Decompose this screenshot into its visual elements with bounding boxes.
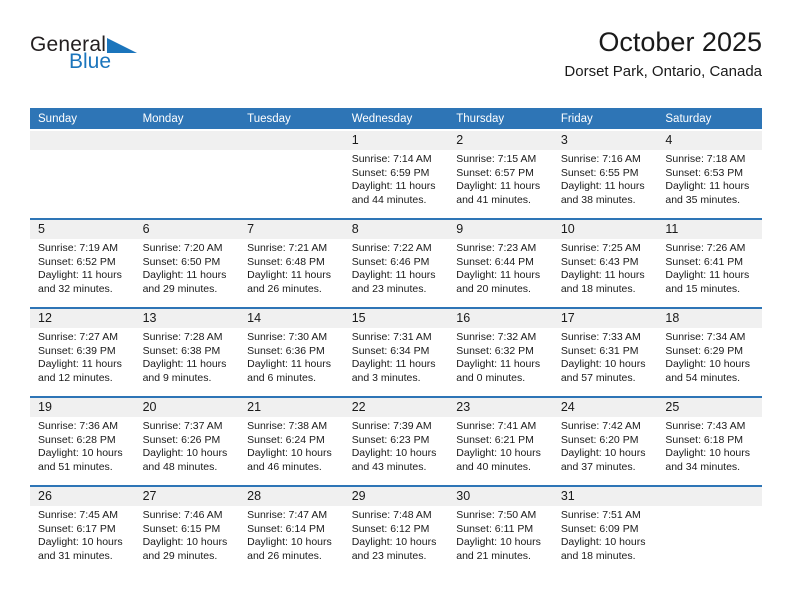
day-cell [553, 219, 658, 308]
sunrise-text: Sunrise: 7:46 AM [142, 509, 223, 521]
day-header-saturday: Saturday [657, 108, 762, 130]
day-cell [448, 308, 553, 397]
daylight-text: Daylight: 10 hours and 57 minutes. [560, 358, 646, 384]
sunset-text: Sunset: 6:38 PM [142, 344, 221, 357]
day-cell [239, 130, 344, 219]
day-number [135, 131, 240, 150]
week-row [30, 219, 762, 308]
sunset-text: Sunset: 6:44 PM [456, 255, 534, 268]
day-cell [135, 397, 240, 486]
day-number [30, 131, 135, 150]
sunrise-text: Sunrise: 7:43 AM [665, 420, 746, 432]
day-details [657, 239, 762, 296]
day-number: 1 [344, 131, 449, 150]
page-header [30, 26, 762, 98]
sunset-text: Sunset: 6:15 PM [142, 522, 221, 535]
day-number: 24 [553, 398, 658, 417]
day-details [135, 506, 240, 563]
sunrise-text: Sunrise: 7:15 AM [456, 153, 537, 165]
day-number: 17 [553, 309, 658, 328]
day-cell [30, 130, 135, 219]
daylight-text: Daylight: 11 hours and 3 minutes. [351, 358, 436, 384]
day-details [30, 239, 135, 296]
sunrise-text: Sunrise: 7:32 AM [456, 331, 537, 343]
sunrise-text: Sunrise: 7:45 AM [38, 509, 118, 521]
day-header-monday: Monday [135, 108, 240, 130]
day-number: 20 [135, 398, 240, 417]
daylight-text: Daylight: 11 hours and 44 minutes. [351, 180, 436, 206]
day-cell [344, 130, 449, 219]
day-cell [344, 219, 449, 308]
daylight-text: Daylight: 10 hours and 46 minutes. [247, 447, 332, 473]
sunset-text: Sunset: 6:36 PM [247, 344, 325, 357]
daylight-text: Daylight: 10 hours and 23 minutes. [351, 536, 437, 562]
day-number: 15 [344, 309, 449, 328]
sunrise-text: Sunrise: 7:47 AM [247, 509, 328, 521]
daylight-text: Daylight: 10 hours and 21 minutes. [456, 536, 541, 562]
day-cell [30, 397, 135, 486]
daylight-text: Daylight: 10 hours and 48 minutes. [142, 447, 228, 473]
sunset-text: Sunset: 6:11 PM [456, 522, 534, 535]
title-block [564, 26, 762, 80]
day-cell [657, 486, 762, 575]
sunset-text: Sunset: 6:26 PM [142, 433, 221, 446]
day-details [30, 150, 135, 153]
day-details [657, 328, 762, 385]
day-details [344, 417, 449, 474]
day-details [344, 506, 449, 563]
day-number: 23 [448, 398, 553, 417]
daylight-text: Daylight: 10 hours and 43 minutes. [351, 447, 437, 473]
sunset-text: Sunset: 6:50 PM [142, 255, 221, 268]
day-details [135, 417, 240, 474]
day-details [344, 239, 449, 296]
day-details [553, 328, 658, 385]
logo-text-blue: Blue [69, 50, 112, 73]
day-number: 9 [448, 220, 553, 239]
daylight-text: Daylight: 11 hours and 23 minutes. [351, 269, 436, 295]
day-number: 13 [135, 309, 240, 328]
day-number: 7 [239, 220, 344, 239]
general-blue-logo [30, 34, 137, 72]
sunrise-text: Sunrise: 7:30 AM [247, 331, 328, 343]
daylight-text: Daylight: 11 hours and 15 minutes. [665, 269, 750, 295]
day-number: 5 [30, 220, 135, 239]
day-details [239, 417, 344, 474]
day-cell [344, 308, 449, 397]
sunset-text: Sunset: 6:41 PM [665, 255, 744, 268]
sunrise-text: Sunrise: 7:28 AM [142, 331, 223, 343]
day-details [657, 506, 762, 509]
day-number: 30 [448, 487, 553, 506]
sunset-text: Sunset: 6:29 PM [665, 344, 744, 357]
day-number: 22 [344, 398, 449, 417]
daylight-text: Daylight: 11 hours and 6 minutes. [247, 358, 331, 384]
sunset-text: Sunset: 6:34 PM [351, 344, 430, 357]
daylight-text: Daylight: 10 hours and 51 minutes. [38, 447, 123, 473]
day-header-wednesday: Wednesday [344, 108, 449, 130]
sunrise-text: Sunrise: 7:37 AM [142, 420, 223, 432]
sunset-text: Sunset: 6:32 PM [456, 344, 534, 357]
day-header-friday: Friday [553, 108, 658, 130]
sunrise-text: Sunrise: 7:42 AM [560, 420, 641, 432]
day-details [135, 328, 240, 385]
day-cell [30, 219, 135, 308]
day-details [239, 239, 344, 296]
day-cell [135, 219, 240, 308]
weekday-header-row [30, 108, 762, 130]
day-details [657, 417, 762, 474]
sunrise-text: Sunrise: 7:14 AM [351, 153, 432, 165]
day-number: 6 [135, 220, 240, 239]
sunrise-text: Sunrise: 7:36 AM [38, 420, 118, 432]
location-subtitle: Dorset Park, Ontario, Canada [564, 63, 762, 81]
day-cell [657, 130, 762, 219]
day-cell [135, 308, 240, 397]
day-number: 29 [344, 487, 449, 506]
day-number: 8 [344, 220, 449, 239]
day-number: 12 [30, 309, 135, 328]
day-cell [657, 397, 762, 486]
sunrise-text: Sunrise: 7:26 AM [665, 242, 746, 254]
day-cell [553, 308, 658, 397]
sunrise-text: Sunrise: 7:50 AM [456, 509, 537, 521]
day-cell [448, 219, 553, 308]
sunset-text: Sunset: 6:23 PM [351, 433, 430, 446]
day-cell [239, 219, 344, 308]
sunrise-text: Sunrise: 7:23 AM [456, 242, 537, 254]
day-cell [553, 486, 658, 575]
logo-text-general: General [30, 33, 107, 56]
daylight-text: Daylight: 10 hours and 26 minutes. [247, 536, 332, 562]
day-number: 19 [30, 398, 135, 417]
daylight-text: Daylight: 11 hours and 12 minutes. [38, 358, 122, 384]
day-header-tuesday: Tuesday [239, 108, 344, 130]
day-details [448, 239, 553, 296]
day-number [657, 487, 762, 506]
day-details [448, 417, 553, 474]
sunset-text: Sunset: 6:09 PM [560, 522, 639, 535]
daylight-text: Daylight: 10 hours and 40 minutes. [456, 447, 541, 473]
day-cell [239, 486, 344, 575]
sunrise-text: Sunrise: 7:25 AM [560, 242, 641, 254]
day-cell [344, 397, 449, 486]
sunset-text: Sunset: 6:59 PM [351, 166, 430, 179]
day-number: 27 [135, 487, 240, 506]
day-details [448, 506, 553, 563]
day-details [553, 417, 658, 474]
day-cell [344, 486, 449, 575]
daylight-text: Daylight: 11 hours and 0 minutes. [456, 358, 541, 384]
sunrise-text: Sunrise: 7:48 AM [351, 509, 432, 521]
day-details [553, 506, 658, 563]
day-number: 25 [657, 398, 762, 417]
sunset-text: Sunset: 6:18 PM [665, 433, 744, 446]
daylight-text: Daylight: 11 hours and 18 minutes. [560, 269, 645, 295]
day-cell [30, 486, 135, 575]
day-number: 16 [448, 309, 553, 328]
sunrise-text: Sunrise: 7:33 AM [560, 331, 641, 343]
day-cell [448, 397, 553, 486]
sunset-text: Sunset: 6:21 PM [456, 433, 534, 446]
day-cell [657, 219, 762, 308]
daylight-text: Daylight: 10 hours and 31 minutes. [38, 536, 123, 562]
day-number: 26 [30, 487, 135, 506]
daylight-text: Daylight: 10 hours and 29 minutes. [142, 536, 228, 562]
daylight-text: Daylight: 11 hours and 20 minutes. [456, 269, 541, 295]
day-details [30, 417, 135, 474]
daylight-text: Daylight: 11 hours and 38 minutes. [560, 180, 645, 206]
daylight-text: Daylight: 10 hours and 37 minutes. [560, 447, 646, 473]
day-details [239, 328, 344, 385]
day-cell [448, 130, 553, 219]
month-title: October 2025 [598, 27, 762, 57]
day-number [239, 131, 344, 150]
day-cell [135, 486, 240, 575]
sunrise-text: Sunrise: 7:16 AM [560, 153, 641, 165]
week-row [30, 486, 762, 575]
week-row [30, 308, 762, 397]
day-details [239, 150, 344, 153]
day-cell [657, 308, 762, 397]
day-number: 4 [657, 131, 762, 150]
day-cell [553, 130, 658, 219]
day-details [448, 150, 553, 207]
sunrise-text: Sunrise: 7:22 AM [351, 242, 432, 254]
day-details [30, 328, 135, 385]
week-row [30, 130, 762, 219]
day-details [553, 239, 658, 296]
day-number: 3 [553, 131, 658, 150]
sunset-text: Sunset: 6:12 PM [351, 522, 430, 535]
day-number: 2 [448, 131, 553, 150]
day-cell [135, 130, 240, 219]
sunset-text: Sunset: 6:14 PM [247, 522, 325, 535]
daylight-text: Daylight: 11 hours and 29 minutes. [142, 269, 227, 295]
daylight-text: Daylight: 10 hours and 34 minutes. [665, 447, 751, 473]
sunrise-text: Sunrise: 7:18 AM [665, 153, 746, 165]
day-details [135, 150, 240, 153]
sunset-text: Sunset: 6:57 PM [456, 166, 534, 179]
day-cell [239, 308, 344, 397]
day-details [448, 328, 553, 385]
day-details [344, 328, 449, 385]
day-number: 18 [657, 309, 762, 328]
week-row [30, 397, 762, 486]
sunset-text: Sunset: 6:20 PM [560, 433, 639, 446]
day-cell [239, 397, 344, 486]
daylight-text: Daylight: 11 hours and 32 minutes. [38, 269, 122, 295]
sunset-text: Sunset: 6:55 PM [560, 166, 639, 179]
sunrise-text: Sunrise: 7:51 AM [560, 509, 641, 521]
sunrise-text: Sunrise: 7:31 AM [351, 331, 432, 343]
day-details [239, 506, 344, 563]
sunset-text: Sunset: 6:43 PM [560, 255, 639, 268]
calendar-table [30, 108, 762, 575]
day-cell [30, 308, 135, 397]
day-number: 28 [239, 487, 344, 506]
day-cell [448, 486, 553, 575]
sunrise-text: Sunrise: 7:41 AM [456, 420, 537, 432]
sunset-text: Sunset: 6:31 PM [560, 344, 639, 357]
day-cell [553, 397, 658, 486]
sunrise-text: Sunrise: 7:19 AM [38, 242, 118, 254]
day-number: 14 [239, 309, 344, 328]
sunset-text: Sunset: 6:24 PM [247, 433, 325, 446]
day-details [135, 239, 240, 296]
sunrise-text: Sunrise: 7:27 AM [38, 331, 118, 343]
sunset-text: Sunset: 6:53 PM [665, 166, 744, 179]
daylight-text: Daylight: 10 hours and 54 minutes. [665, 358, 751, 384]
sunset-text: Sunset: 6:48 PM [247, 255, 325, 268]
sunset-text: Sunset: 6:39 PM [38, 344, 116, 357]
logo-flag-icon [107, 38, 137, 53]
day-details [657, 150, 762, 207]
sunrise-text: Sunrise: 7:38 AM [247, 420, 328, 432]
sunset-text: Sunset: 6:46 PM [351, 255, 430, 268]
daylight-text: Daylight: 11 hours and 26 minutes. [247, 269, 331, 295]
sunrise-text: Sunrise: 7:21 AM [247, 242, 328, 254]
daylight-text: Daylight: 11 hours and 35 minutes. [665, 180, 750, 206]
sunrise-text: Sunrise: 7:39 AM [351, 420, 432, 432]
day-number: 31 [553, 487, 658, 506]
daylight-text: Daylight: 10 hours and 18 minutes. [560, 536, 646, 562]
sunrise-text: Sunrise: 7:20 AM [142, 242, 223, 254]
day-number: 11 [657, 220, 762, 239]
daylight-text: Daylight: 11 hours and 41 minutes. [456, 180, 541, 206]
sunrise-text: Sunrise: 7:34 AM [665, 331, 746, 343]
day-number: 21 [239, 398, 344, 417]
day-header-thursday: Thursday [448, 108, 553, 130]
day-number: 10 [553, 220, 658, 239]
day-details [30, 506, 135, 563]
sunset-text: Sunset: 6:52 PM [38, 255, 116, 268]
sunset-text: Sunset: 6:17 PM [38, 522, 116, 535]
daylight-text: Daylight: 11 hours and 9 minutes. [142, 358, 227, 384]
day-details [553, 150, 658, 207]
day-header-sunday: Sunday [30, 108, 135, 130]
day-details [344, 150, 449, 207]
sunset-text: Sunset: 6:28 PM [38, 433, 116, 446]
